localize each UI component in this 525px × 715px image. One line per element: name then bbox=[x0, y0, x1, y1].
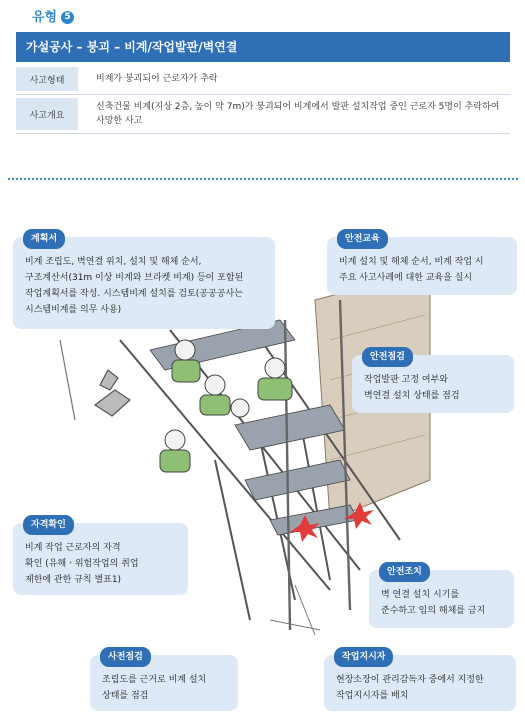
callout-plan-text: 비계 조립도, 벽연결 위치, 설치 및 해체 순서, 구조계산서(31m 이상 비계와 브라켓 비계) 등이 포함된 작업계획서를 작성. 시스템비계 설치를 검토(공공공사는 시스템비계를 의무 사용) bbox=[25, 257, 244, 315]
case-label: 사고형태 bbox=[16, 67, 78, 91]
worker-figures bbox=[160, 340, 292, 472]
tag-supervisor: 작업지시자 bbox=[334, 647, 393, 667]
tag-qualification: 자격확인 bbox=[23, 515, 74, 535]
tag-measures: 안전조치 bbox=[379, 562, 430, 582]
callout-supervisor bbox=[324, 652, 516, 711]
case-row-accident-type bbox=[16, 64, 510, 95]
case-header: 가설공사 – 붕괴 – 비계/작업발판/벽연결 bbox=[16, 32, 510, 62]
tag-education: 안전교육 bbox=[337, 229, 388, 249]
callout-precheck-text: 조립도를 근거로 비계 설치 상태를 점검 bbox=[102, 675, 207, 701]
tag-plan: 계획서 bbox=[23, 229, 65, 249]
callout-plan bbox=[13, 234, 275, 329]
case-label: 사고개요 bbox=[16, 98, 78, 130]
callout-supervisor-text: 현장소장이 관리감독자 중에서 지정한 작업지시자를 배치 bbox=[336, 675, 484, 701]
callout-education bbox=[327, 234, 517, 295]
type-title bbox=[32, 6, 74, 25]
callout-education-text: 비계 설치 및 해체 순서, 비계 작업 시 주요 사고사례에 대한 교육을 실시 bbox=[339, 257, 484, 283]
callout-inspection bbox=[352, 352, 514, 413]
case-row-accident-summary bbox=[16, 95, 510, 134]
tag-inspection: 안전점검 bbox=[362, 347, 413, 367]
callout-measures bbox=[369, 567, 514, 628]
callout-qualification-text: 비계 작업 근로자의 자격 확인 (유해ㆍ위험작업의 취업 제한에 관한 규칙 별표1) bbox=[25, 543, 139, 585]
callout-inspection-text: 작업발판 고정 여부와 벽연결 설치 상태를 점검 bbox=[364, 375, 460, 401]
tag-precheck: 사전점검 bbox=[100, 647, 151, 667]
callout-measures-text: 벽 연결 설치 시기를 준수하고 임의 해체를 금지 bbox=[381, 590, 486, 616]
case-value: 비계가 붕괴되어 근로자가 추락 bbox=[96, 74, 218, 84]
case-value: 신축건물 비계(지상 2층, 높이 약 7m)가 붕괴되어 비계에서 발판 설치작업 중인 근로자 5명이 추락하여 사망한 사고 bbox=[96, 102, 500, 126]
type-label: 유형 bbox=[32, 10, 58, 25]
type-number-badge: 5 bbox=[61, 11, 74, 24]
section-divider bbox=[8, 178, 518, 180]
callout-precheck bbox=[90, 652, 238, 711]
callout-qualification bbox=[13, 520, 188, 595]
